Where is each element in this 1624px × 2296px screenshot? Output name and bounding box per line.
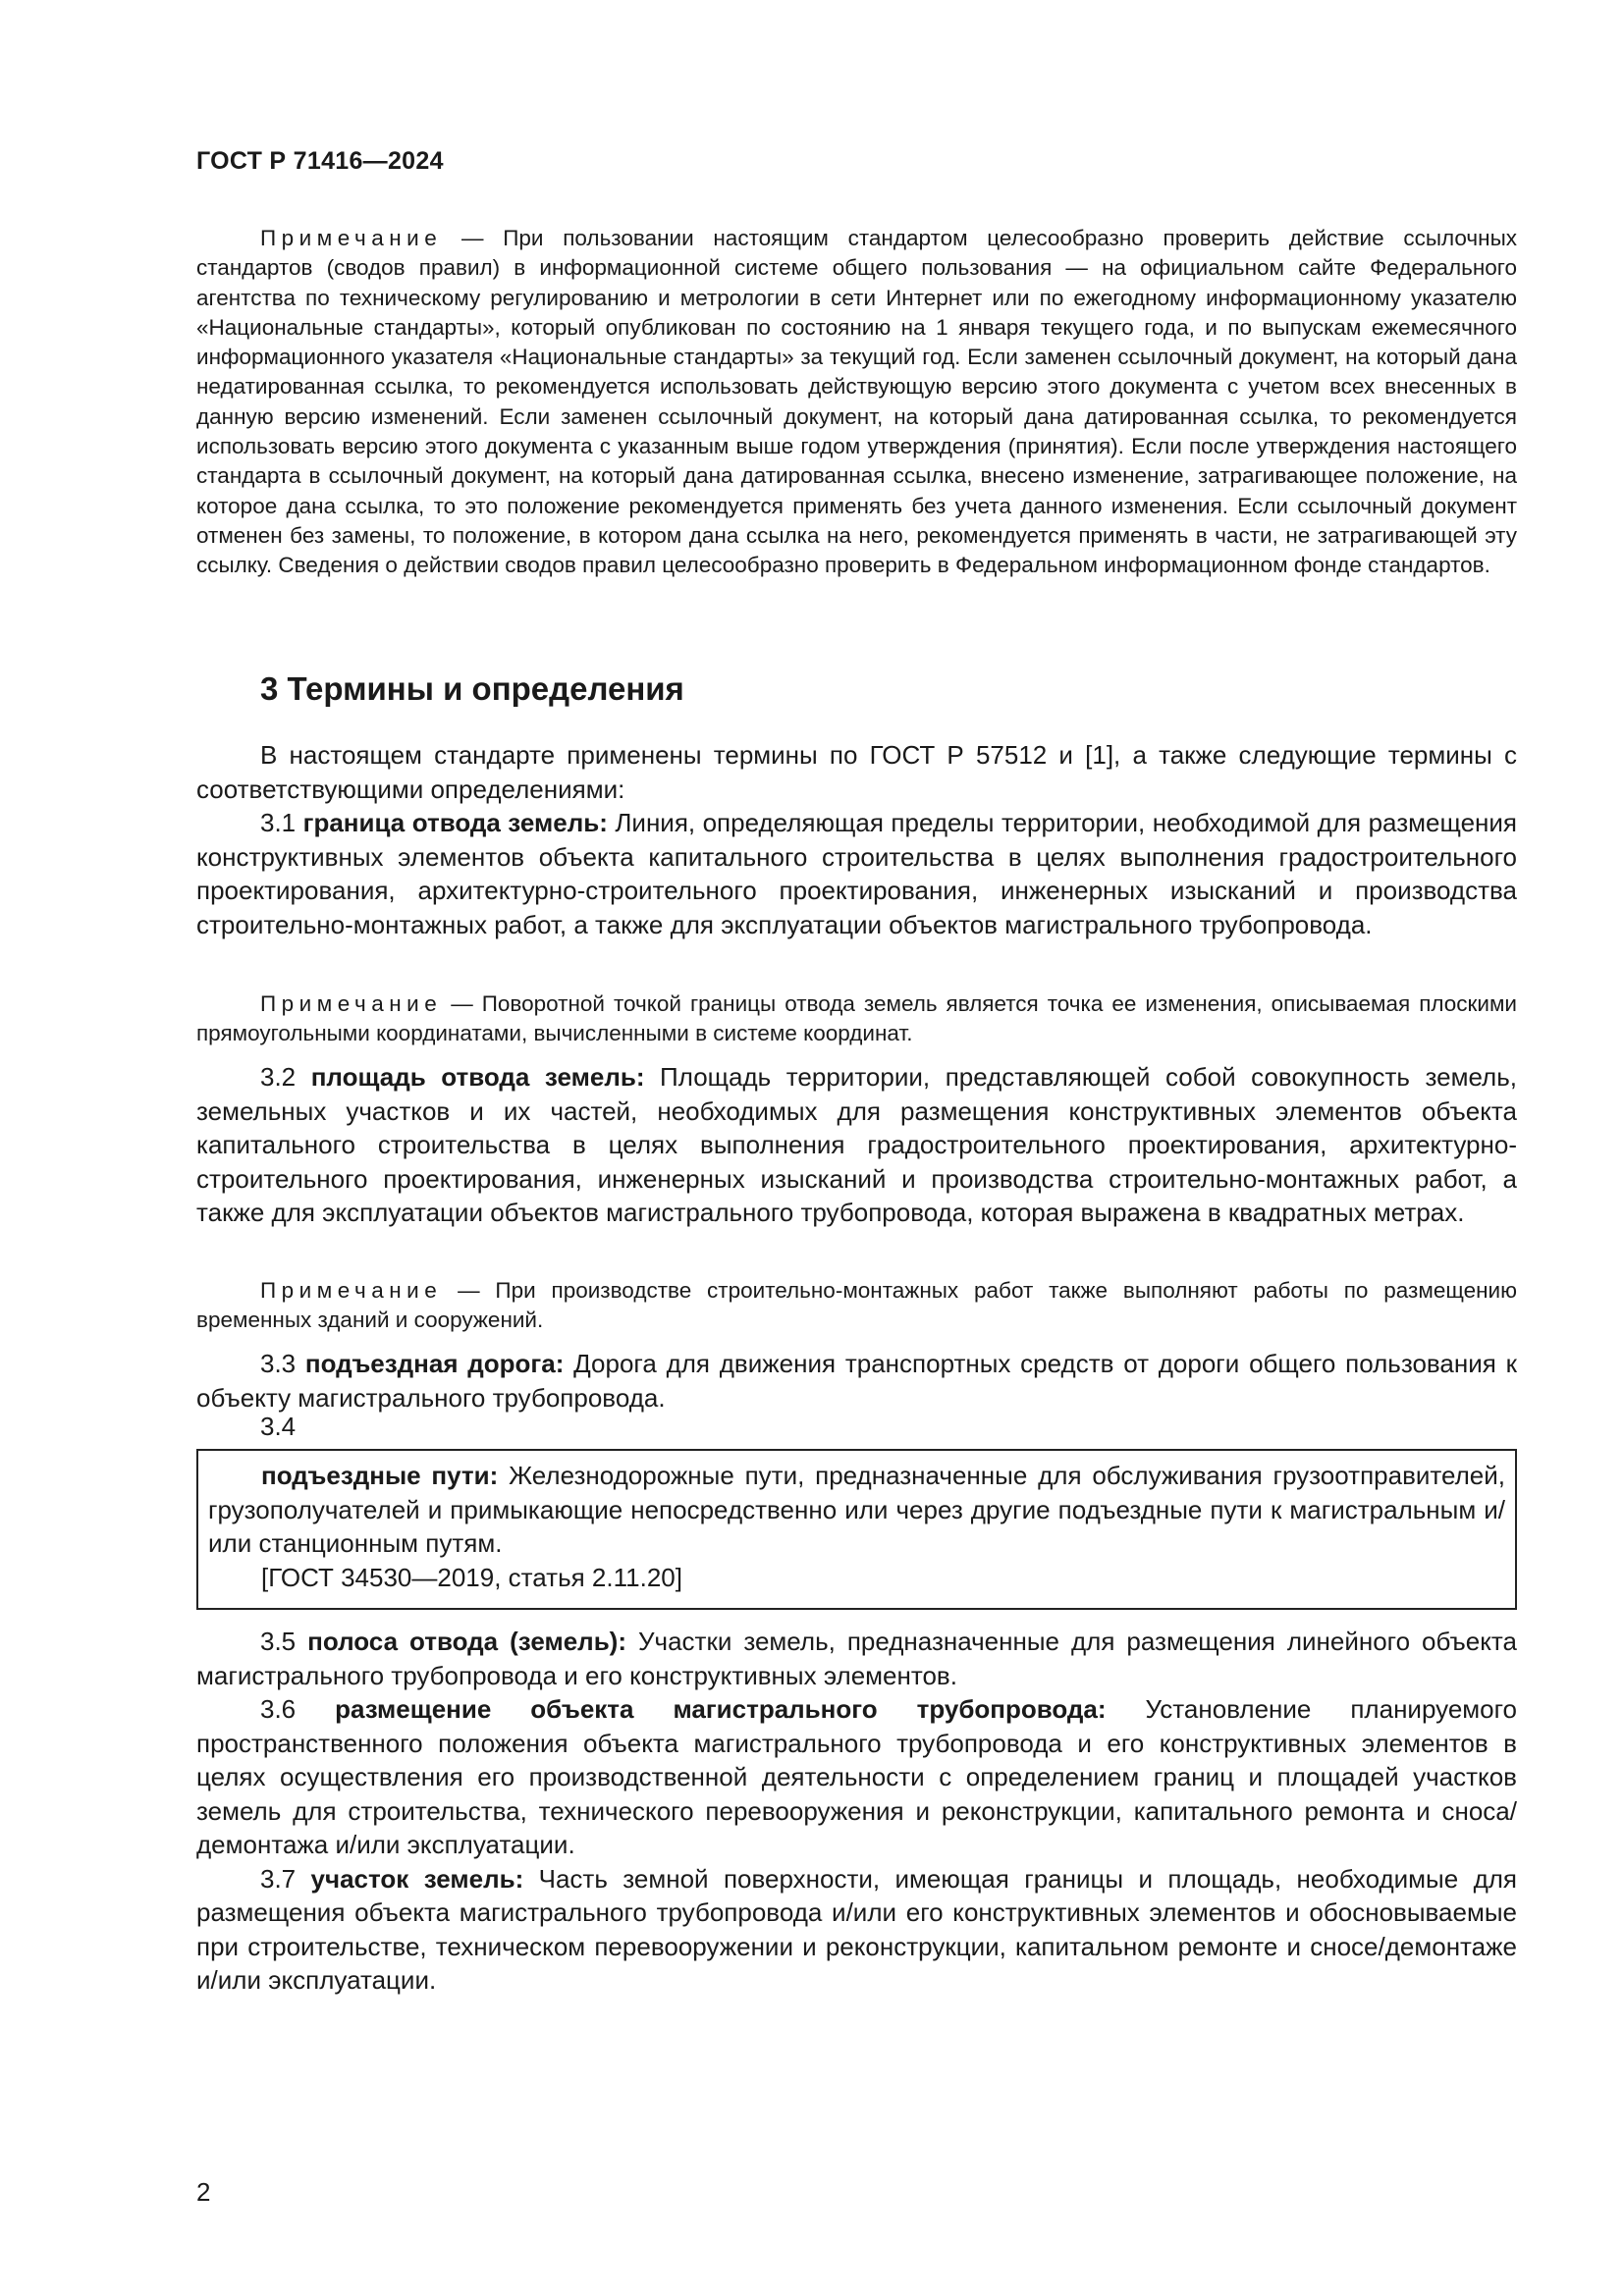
note-dash: — [442,1278,496,1303]
term-number: 3.5 [260,1627,308,1656]
note-text: Поворотной точкой границы отвода земель является точка ее изменения, описываемая плоскими прямоугольными координатами, вычисленными в системе координат. [196,991,1517,1046]
term-3-5 [196,1625,1517,1692]
term-name: участок земель: [310,1863,524,1894]
reference-note [196,224,1517,581]
note-label: Примечание [260,226,443,250]
term-3-4-box [196,1449,1517,1610]
note-3-1 [196,989,1517,1049]
term-name: полоса отвода (земель): [307,1627,627,1656]
term-name: размещение объекта магистрального трубопровода: [335,1694,1107,1724]
term-definition: Дорога для движения транспортных средств от дороги общего пользования к объекту магистрального трубопровода. [196,1349,1517,1413]
term-number: 3.7 [260,1863,311,1894]
term-number: 3.3 [260,1349,305,1378]
term-name: подъездные пути: [261,1461,499,1490]
term-definition: Железнодорожные пути, предназначенные для обслуживания грузоотправителей, грузополучателей и примыкающие непосредственно или через другие подъездные пути к магистральным и/или станционным путям. [208,1461,1505,1558]
term-definition: Линия, определяющая пределы территории, необходимой для размещения конструктивных элементов объекта капитального строительства в целях выполнения градостроительного проектирования, архитектурно-строительного проектирования, инженерных изысканий и производства строительно-монтажных работ, а также для эксплуатации объектов магистрального трубопровода. [196,808,1517,939]
term-name: площадь отвода земель: [310,1062,645,1092]
term-definition: Установление планируемого пространственного положения объекта магистрального трубопровода и его конструктивных элементов в целях осуществления его производственной деятельности с определением границ и площадей участков земель для строительства, технического перевооружения и реконструкции, капитального ремонта и сноса/демонтажа и/или эксплуатации. [196,1694,1517,1859]
term-name: граница отвода земель: [302,808,608,837]
note-text: При пользовании настоящим стандартом целесообразно проверить действие ссылочных стандартов (сводов правил) в информационной системе общего пользования — на официальном сайте Федерального агентства по техническому регулированию и метрологии в сети Интернет или по ежегодному информационному указателю «Национальные стандарты», который опубликован по состоянию на 1 января текущего года, и по выпускам ежемесячного информационного указателя «Национальные стандарты» за текущий год. Если заменен ссылочный документ, на который дана недатированная ссылка, то рекомендуется использовать действующую версию этого документа с учетом всех внесенных в данную версию изменений. Если заменен ссылочный документ, на который дана датированная ссылка, то рекомендуется использовать версию этого документа с указанным выше годом утверждения (принятия). Если после утверждения настоящего стандарта в ссылочный документ, на который дана датированная ссылка, внесено изменение, затрагивающее положение, на которое дана ссылка, то это положение рекомендуется применять без учета данного изменения. Если ссылочный документ отменен без замены, то положение, в котором дана ссылка на него, рекомендуется применять в части, не затрагивающей эту ссылку. Сведения о действии сводов правил целесообразно проверить в Федеральном информационном фонде стандартов. [196,226,1517,578]
terms-block-3 [196,1347,1517,1415]
term-number: 3.1 [260,808,303,837]
term-3-4 [208,1459,1505,1561]
term-3-3 [196,1347,1517,1415]
note-3-2 [196,1276,1517,1336]
term-definition: Участки земель, предназначенные для размещения линейного объекта магистрального трубопровода и его конструктивных элементов. [196,1627,1517,1690]
document-header: ГОСТ Р 71416—2024 [196,147,444,175]
section-intro: В настоящем стандарте применены термины по ГОСТ Р 57512 и [1], а также следующие термины с соответствующими определениями: [196,740,1517,804]
term-3-2 [196,1060,1517,1230]
section-title: 3 Термины и определения [260,670,684,707]
term-name: подъездная дорога: [304,1349,565,1378]
note-dash: — [442,226,504,250]
term-3-4-number: 3.4 [260,1412,297,1441]
terms-block-1 [196,738,1517,941]
term-3-6 [196,1692,1517,1862]
term-number: 3.6 [260,1694,336,1724]
page-number: 2 [196,2177,211,2207]
term-3-1 [196,806,1517,941]
term-number: 3.2 [260,1062,311,1092]
term-3-7 [196,1862,1517,1998]
note-dash: — [442,991,482,1016]
terms-block-4 [196,1625,1517,1998]
term-definition: Часть земной поверхности, имеющая границы и площадь, необходимые для размещения объекта магистрального трубопровода и/или его конструктивных элементов и обосновываемые при строительстве, техническом перевооружении и реконструкции, капитальном ремонте и сносе/демонтаже и/или эксплуатации. [196,1863,1517,1995]
term-source: [ГОСТ 34530—2019, статья 2.11.20] [261,1562,682,1592]
note-label: Примечание [260,991,443,1016]
terms-block-2 [196,1060,1517,1230]
term-definition: Площадь территории, представляющей собой совокупность земель, земельных участков и их частей, необходимых для размещения конструктивных элементов объекта капитального строительства в целях выполнения градостроительного проектирования, архитектурно-строительного проектирования, инженерных изысканий и производства строительно-монтажных работ, а также для эксплуатации объектов магистрального трубопровода, которая выражена в квадратных метрах. [196,1062,1517,1227]
note-text: При производстве строительно-монтажных работ также выполняют работы по размещению временных зданий и сооружений. [196,1278,1517,1333]
note-label: Примечание [260,1278,443,1303]
